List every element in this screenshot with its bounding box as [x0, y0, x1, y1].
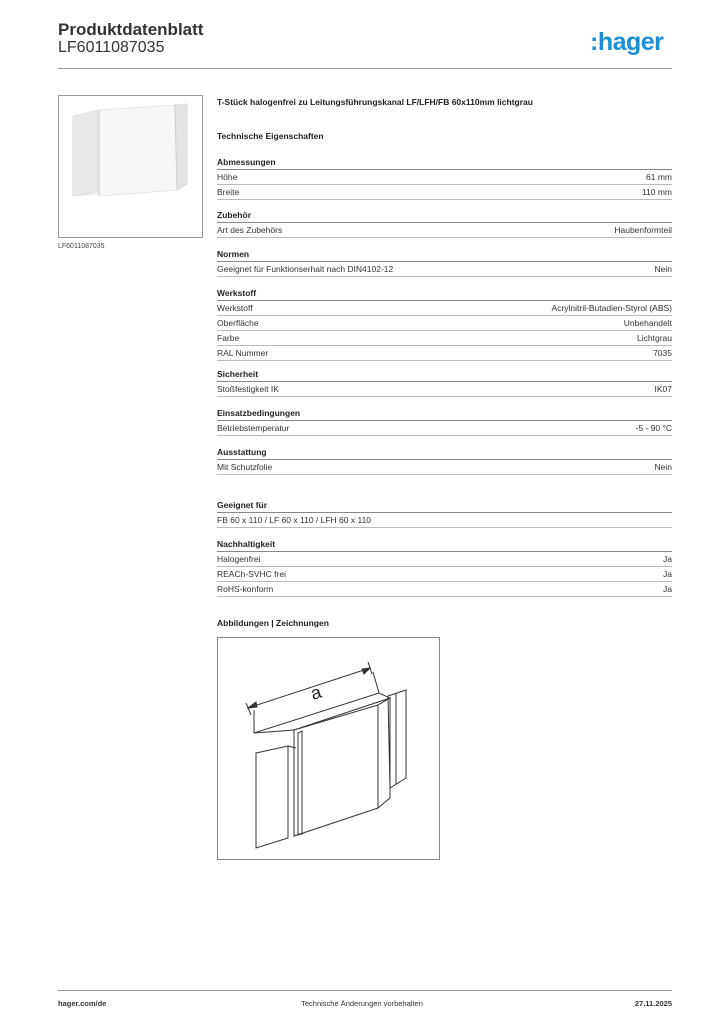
row-value: 110 mm — [641, 187, 672, 197]
row-label: RAL Nummer — [217, 348, 269, 358]
row-value: Unbehandelt — [623, 318, 672, 328]
section-suitable-for — [217, 498, 672, 528]
row-value: -5 - 90 °C — [635, 423, 672, 433]
row-label: RoHS-konform — [217, 584, 274, 594]
section-title: Normen — [217, 247, 672, 262]
page-title: Produktdatenblatt — [58, 20, 204, 39]
row-label: Breite — [217, 187, 240, 197]
row-label: Werkstoff — [217, 303, 253, 313]
table-row — [217, 185, 672, 200]
footer-divider — [58, 990, 672, 991]
row-value: Haubenformteil — [614, 225, 672, 235]
technical-properties-heading: Technische Eigenschaften — [217, 131, 324, 141]
row-label: Geeignet für Funktionserhalt nach DIN4102-12 — [217, 264, 394, 274]
table-row — [217, 567, 672, 582]
section-title: Sicherheit — [217, 367, 672, 382]
row-value: Nein — [654, 462, 672, 472]
row-label: Betriebstemperatur — [217, 423, 290, 433]
table-row — [217, 346, 672, 361]
section-title: Nachhaltigkeit — [217, 537, 672, 552]
section-title: Einsatzbedingungen — [217, 406, 672, 421]
table-row — [217, 262, 672, 277]
table-row — [217, 223, 672, 238]
row-value: Ja — [663, 569, 672, 579]
section-standards — [217, 247, 672, 277]
row-label: Stoßfestigkeit IK — [217, 384, 279, 394]
product-image — [58, 95, 203, 238]
section-title: Geeignet für — [217, 498, 672, 513]
section-operating-conditions — [217, 406, 672, 436]
section-accessories — [217, 208, 672, 238]
table-row — [217, 460, 672, 475]
dimension-label: a — [308, 681, 324, 704]
section-safety — [217, 367, 672, 397]
row-value: Acrylnitril-Butadien-Styrol (ABS) — [551, 303, 672, 313]
section-title: Zubehör — [217, 208, 672, 223]
header-divider — [58, 68, 672, 69]
technical-drawing — [217, 637, 440, 860]
footer-website-link[interactable]: hager.com/de — [58, 999, 107, 1008]
row-value: Lichtgrau — [637, 333, 672, 343]
section-sustainability — [217, 537, 672, 597]
table-row — [217, 301, 672, 316]
footer-date: 27.11.2025 — [634, 999, 672, 1008]
article-number: LF6011087035 — [58, 39, 165, 56]
row-label: Farbe — [217, 333, 240, 343]
row-value: Nein — [654, 264, 672, 274]
table-row — [217, 421, 672, 436]
table-row — [217, 316, 672, 331]
table-row — [217, 582, 672, 597]
row-label: FB 60 x 110 / LF 60 x 110 / LFH 60 x 110 — [217, 515, 372, 525]
row-value: 61 mm — [646, 172, 672, 182]
row-label: Höhe — [217, 172, 238, 182]
table-row — [217, 170, 672, 185]
hager-logo: :hager — [590, 28, 664, 56]
row-value: Ja — [663, 584, 672, 594]
section-title: Abmessungen — [217, 155, 672, 170]
section-dimensions — [217, 155, 672, 200]
table-row — [217, 382, 672, 397]
drawings-heading: Abbildungen | Zeichnungen — [217, 618, 329, 628]
section-title: Werkstoff — [217, 286, 672, 301]
section-material — [217, 286, 672, 361]
image-caption: LF6011087035 — [58, 243, 105, 250]
row-value: IK07 — [654, 384, 672, 394]
row-label: Oberfläche — [217, 318, 259, 328]
row-label: REACh-SVHC frei — [217, 569, 286, 579]
product-description: T-Stück halogenfrei zu Leitungsführungskanal LF/LFH/FB 60x110mm lichtgrau — [217, 97, 533, 107]
table-row — [217, 331, 672, 346]
row-value: 7035 — [653, 348, 672, 358]
row-label: Art des Zubehörs — [217, 225, 283, 235]
table-row — [217, 513, 672, 528]
section-title: Ausstattung — [217, 445, 672, 460]
row-label: Mit Schutzfolie — [217, 462, 273, 472]
footer-notice: Technische Änderungen vorbehalten — [301, 999, 423, 1008]
row-label: Halogenfrei — [217, 554, 261, 564]
row-value: Ja — [663, 554, 672, 564]
section-equipment — [217, 445, 672, 475]
table-row — [217, 552, 672, 567]
